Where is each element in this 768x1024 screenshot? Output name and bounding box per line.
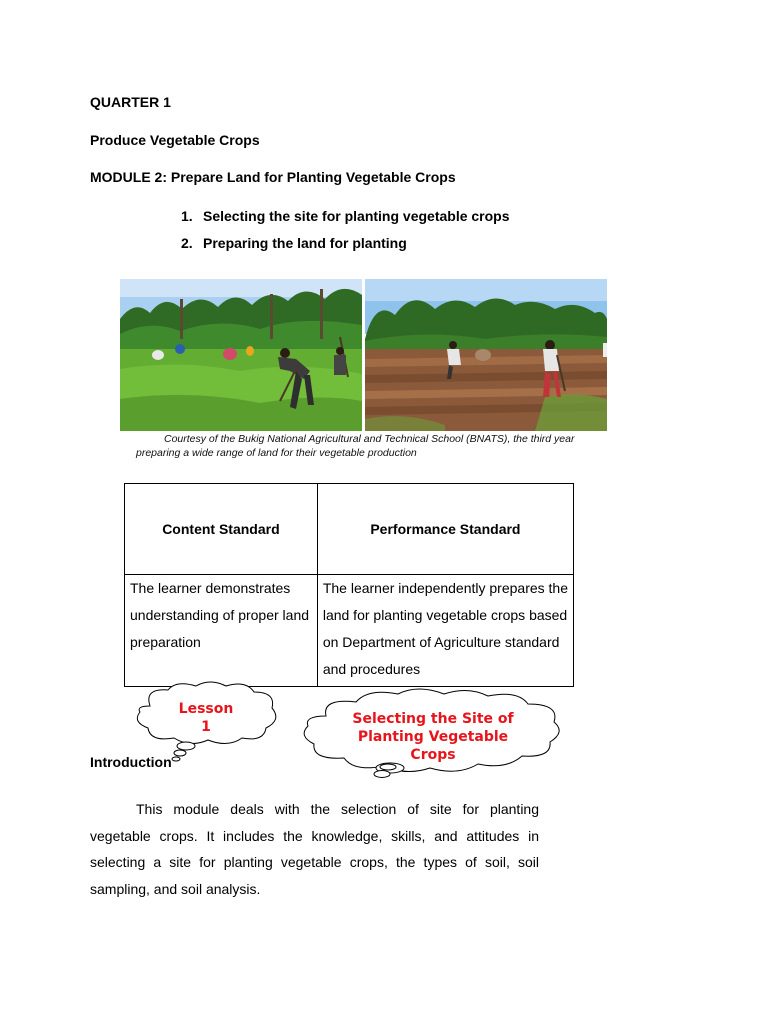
introduction-heading: Introduction: [90, 754, 172, 770]
photo-students-tilled-land: [365, 279, 607, 431]
photo-students-field-grass: [120, 279, 362, 431]
table-cell-line: on Department of Agriculture standard: [322, 634, 560, 650]
table-cell-line: The learner independently prepares the: [322, 580, 568, 596]
table-row: [125, 575, 574, 687]
lesson-cloud: [160, 700, 252, 736]
table-cell-line: understanding of proper land: [130, 607, 310, 623]
lesson-list-item: [181, 208, 510, 224]
caption-line-1: Courtesy of the Bukig National Agricultural and Technical School (BNATS), the third year: [164, 433, 575, 445]
table-header-row: [125, 484, 574, 575]
table-cell-line: and procedures: [322, 661, 421, 677]
list-item-text: Selecting the site for planting vegetable crops: [203, 208, 510, 224]
topic-cloud-line-1: Selecting the Site of: [352, 711, 514, 727]
table-cell-line: preparation: [130, 634, 201, 650]
lesson-cloud-line-2: 1: [201, 719, 211, 735]
introduction-paragraph: This module deals with the selection of site for planting vegetable crops. It includes the knowledge, skills, and attitudes in selecting a site for planting vegetable crops, the types of soil, soil sampling, and soil analysis.: [90, 801, 539, 897]
content-standard-header: Content Standard: [125, 484, 318, 575]
lesson-cloud-line-1: Lesson: [178, 701, 234, 717]
standards-table: [124, 483, 574, 687]
photo-caption: [136, 432, 616, 460]
lesson-list-item: [181, 235, 407, 251]
list-number: 2.: [181, 235, 193, 251]
performance-standard-cell: [317, 575, 573, 687]
performance-standard-header: Performance Standard: [317, 484, 573, 575]
content-standard-cell: [125, 575, 318, 687]
subject-heading: Produce Vegetable Crops: [90, 132, 260, 148]
topic-cloud-line-2: Planting Vegetable: [357, 729, 509, 745]
table-cell-line: land for planting vegetable crops based: [322, 607, 568, 623]
module-title: MODULE 2: Prepare Land for Planting Vegetable Crops: [90, 169, 456, 185]
topic-cloud-line-3: Crops: [410, 747, 456, 763]
list-item-text: Preparing the land for planting: [203, 235, 407, 251]
caption-line-2: preparing a wide range of land for their vegetable production: [136, 447, 417, 459]
table-cell-line: The learner demonstrates: [130, 580, 291, 596]
topic-cloud: [328, 710, 538, 764]
list-number: 1.: [181, 208, 193, 224]
quarter-heading: QUARTER 1: [90, 94, 171, 110]
